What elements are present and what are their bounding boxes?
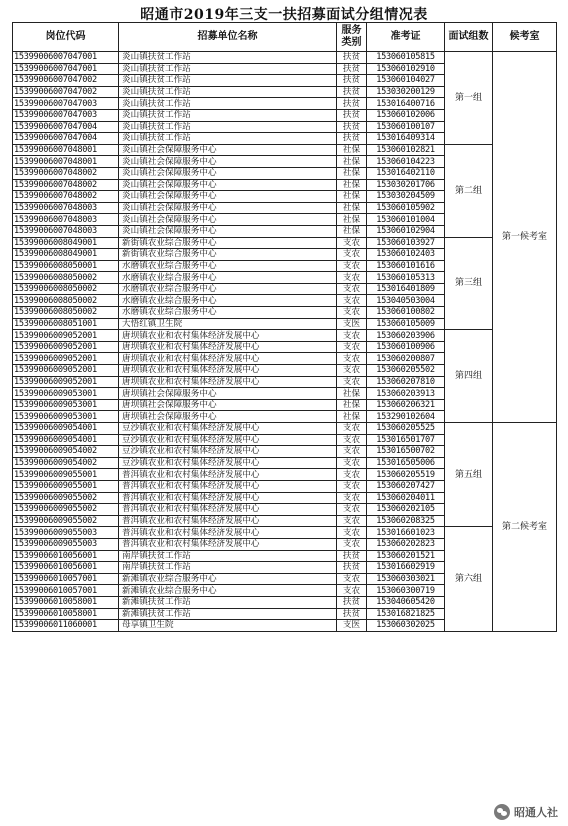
exam-number-cell: 153060205519 [367, 469, 445, 481]
table-row [13, 144, 557, 156]
exam-number-cell: 153060100906 [367, 341, 445, 353]
service-type-cell: 扶贫 [337, 596, 367, 608]
position-code-cell: 15399006007047003 [13, 109, 119, 121]
service-type-cell: 扶贫 [337, 63, 367, 75]
exam-number-cell: 153060101004 [367, 214, 445, 226]
service-type-cell: 支农 [337, 573, 367, 585]
unit-name-cell: 炎山镇扶贫工作站 [119, 109, 337, 121]
exam-number-cell: 153016409314 [367, 133, 445, 145]
unit-name-cell: 豆沙镇农业和农村集体经济发展中心 [119, 423, 337, 435]
service-type-cell: 支农 [337, 527, 367, 539]
exam-number-cell: 153060205525 [367, 423, 445, 435]
unit-name-cell: 唐坝镇农业和农村集体经济发展中心 [119, 341, 337, 353]
service-type-cell: 支农 [337, 585, 367, 597]
position-code-cell: 15399006007047004 [13, 121, 119, 133]
header-position-code: 岗位代码 [13, 23, 119, 52]
unit-name-cell: 唐坝镇农业和农村集体经济发展中心 [119, 353, 337, 365]
service-type-cell: 支农 [337, 260, 367, 272]
position-code-cell: 15399006009055002 [13, 515, 119, 527]
exam-number-cell: 153060105902 [367, 202, 445, 214]
exam-number-cell: 153030201706 [367, 179, 445, 191]
interview-group-cell: 第五组 [445, 423, 493, 527]
unit-name-cell: 大悟红镇卫生院 [119, 318, 337, 330]
service-type-cell: 社保 [337, 144, 367, 156]
exam-number-cell: 153060103927 [367, 237, 445, 249]
unit-name-cell: 普洱镇农业和农村集体经济发展中心 [119, 480, 337, 492]
position-code-cell: 15399006009052001 [13, 330, 119, 342]
header-interview-group: 面试组数 [445, 23, 493, 52]
unit-name-cell: 炎山镇社会保障服务中心 [119, 179, 337, 191]
service-type-cell: 支农 [337, 295, 367, 307]
unit-name-cell: 新街镇农业综合服务中心 [119, 249, 337, 261]
table-row [13, 52, 557, 64]
exam-number-cell: 153060201521 [367, 550, 445, 562]
exam-number-cell: 153016821825 [367, 608, 445, 620]
position-code-cell: 15399006007048003 [13, 202, 119, 214]
exam-number-cell: 153060205502 [367, 365, 445, 377]
service-type-cell: 支农 [337, 307, 367, 319]
watermark-text: 昭通人社 [514, 806, 558, 819]
exam-number-cell: 153016505006 [367, 457, 445, 469]
position-code-cell: 15399006008049001 [13, 237, 119, 249]
position-code-cell: 15399006009054002 [13, 446, 119, 458]
header-row [13, 23, 557, 52]
position-code-cell: 15399006009053001 [13, 411, 119, 423]
position-code-cell: 15399006007048002 [13, 179, 119, 191]
position-code-cell: 15399006008049001 [13, 249, 119, 261]
unit-name-cell: 唐坝镇社会保障服务中心 [119, 411, 337, 423]
exam-number-cell: 153290102604 [367, 411, 445, 423]
exam-number-cell: 153060105815 [367, 52, 445, 64]
exam-number-cell: 153060203906 [367, 330, 445, 342]
service-type-cell: 社保 [337, 411, 367, 423]
header-exam-number: 准考证 [367, 23, 445, 52]
service-type-cell: 社保 [337, 214, 367, 226]
unit-name-cell: 母享镇卫生院 [119, 620, 337, 632]
position-code-cell: 15399006007047001 [13, 63, 119, 75]
position-code-cell: 15399006007048003 [13, 214, 119, 226]
unit-name-cell: 水磨镇农业综合服务中心 [119, 260, 337, 272]
table-row [13, 330, 557, 342]
exam-number-cell: 153030200129 [367, 86, 445, 98]
interview-group-cell: 第一组 [445, 52, 493, 145]
unit-name-cell: 唐坝镇社会保障服务中心 [119, 399, 337, 411]
position-code-cell: 15399006009052001 [13, 353, 119, 365]
exam-number-cell: 153060202105 [367, 504, 445, 516]
service-type-cell: 支农 [337, 283, 367, 295]
position-code-cell: 15399006009055001 [13, 480, 119, 492]
service-type-cell: 支农 [337, 237, 367, 249]
unit-name-cell: 豆沙镇农业和农村集体经济发展中心 [119, 434, 337, 446]
exam-number-cell: 153040605420 [367, 596, 445, 608]
exam-number-cell: 153060207427 [367, 480, 445, 492]
exam-number-cell: 153016501707 [367, 434, 445, 446]
position-code-cell: 15399006007048001 [13, 156, 119, 168]
table-row [13, 237, 557, 249]
exam-number-cell: 153016602919 [367, 562, 445, 574]
service-type-cell: 支农 [337, 469, 367, 481]
unit-name-cell: 普洱镇农业和农村集体经济发展中心 [119, 515, 337, 527]
exam-number-cell: 153060104027 [367, 75, 445, 87]
service-type-cell: 支医 [337, 318, 367, 330]
table-row [13, 423, 557, 435]
service-type-cell: 社保 [337, 202, 367, 214]
service-type-cell: 支农 [337, 341, 367, 353]
position-code-cell: 15399006009055002 [13, 492, 119, 504]
interview-group-cell: 第六组 [445, 527, 493, 631]
position-code-cell: 15399006007048002 [13, 167, 119, 179]
unit-name-cell: 新滩镇扶贫工作站 [119, 596, 337, 608]
header-unit-name: 招募单位名称 [119, 23, 337, 52]
position-code-cell: 15399006010058001 [13, 608, 119, 620]
exam-number-cell: 153016401809 [367, 283, 445, 295]
service-type-cell: 扶贫 [337, 562, 367, 574]
position-code-cell: 15399006009052001 [13, 376, 119, 388]
service-type-cell: 扶贫 [337, 75, 367, 87]
header-service-type: 服务 类别 [337, 23, 367, 52]
position-code-cell: 15399006010058001 [13, 596, 119, 608]
exam-number-cell: 153060102910 [367, 63, 445, 75]
position-code-cell: 15399006007047002 [13, 75, 119, 87]
service-type-cell: 支农 [337, 480, 367, 492]
exam-number-cell: 153016400716 [367, 98, 445, 110]
wechat-icon [494, 804, 510, 820]
exam-number-cell: 153040503004 [367, 295, 445, 307]
service-type-cell: 社保 [337, 225, 367, 237]
service-type-cell: 扶贫 [337, 550, 367, 562]
service-type-cell: 社保 [337, 156, 367, 168]
service-type-cell: 支农 [337, 249, 367, 261]
exam-number-cell: 153060203913 [367, 388, 445, 400]
position-code-cell: 15399006007048002 [13, 191, 119, 203]
position-code-cell: 15399006008050002 [13, 295, 119, 307]
unit-name-cell: 水磨镇农业综合服务中心 [119, 272, 337, 284]
position-code-cell: 15399006011060001 [13, 620, 119, 632]
position-code-cell: 15399006009053001 [13, 399, 119, 411]
unit-name-cell: 炎山镇社会保障服务中心 [119, 214, 337, 226]
unit-name-cell: 炎山镇扶贫工作站 [119, 133, 337, 145]
service-type-cell: 支农 [337, 423, 367, 435]
exam-number-cell: 153060102904 [367, 225, 445, 237]
page-title: 昭通市2019年三支一扶招募面试分组情况表 [140, 7, 428, 23]
grouping-table [12, 22, 557, 632]
position-code-cell: 15399006008050002 [13, 283, 119, 295]
waiting-room-cell: 第二候考室 [493, 423, 557, 632]
unit-name-cell: 新滩镇农业综合服务中心 [119, 573, 337, 585]
unit-name-cell: 水磨镇农业综合服务中心 [119, 283, 337, 295]
unit-name-cell: 炎山镇社会保障服务中心 [119, 225, 337, 237]
service-type-cell: 扶贫 [337, 52, 367, 64]
interview-group-cell: 第三组 [445, 237, 493, 330]
unit-name-cell: 炎山镇社会保障服务中心 [119, 191, 337, 203]
position-code-cell: 15399006009055003 [13, 527, 119, 539]
unit-name-cell: 炎山镇社会保障服务中心 [119, 202, 337, 214]
service-type-cell: 支农 [337, 365, 367, 377]
interview-group-cell: 第四组 [445, 330, 493, 423]
unit-name-cell: 新街镇农业综合服务中心 [119, 237, 337, 249]
unit-name-cell: 南岸镇扶贫工作站 [119, 550, 337, 562]
service-type-cell: 社保 [337, 179, 367, 191]
service-type-cell: 扶贫 [337, 608, 367, 620]
unit-name-cell: 炎山镇社会保障服务中心 [119, 167, 337, 179]
position-code-cell: 15399006008051001 [13, 318, 119, 330]
position-code-cell: 15399006007048003 [13, 225, 119, 237]
unit-name-cell: 炎山镇扶贫工作站 [119, 52, 337, 64]
exam-number-cell: 153016402110 [367, 167, 445, 179]
unit-name-cell: 唐坝镇农业和农村集体经济发展中心 [119, 330, 337, 342]
exam-number-cell: 153060207810 [367, 376, 445, 388]
unit-name-cell: 普洱镇农业和农村集体经济发展中心 [119, 504, 337, 516]
unit-name-cell: 炎山镇扶贫工作站 [119, 121, 337, 133]
waiting-room-cell: 第一候考室 [493, 52, 557, 423]
unit-name-cell: 唐坝镇社会保障服务中心 [119, 388, 337, 400]
header-waiting-room: 候考室 [493, 23, 557, 52]
exam-number-cell: 153060100107 [367, 121, 445, 133]
exam-number-cell: 153060302025 [367, 620, 445, 632]
unit-name-cell: 水磨镇农业综合服务中心 [119, 295, 337, 307]
service-type-cell: 社保 [337, 191, 367, 203]
unit-name-cell: 炎山镇扶贫工作站 [119, 98, 337, 110]
table-body [13, 52, 557, 632]
unit-name-cell: 水磨镇农业综合服务中心 [119, 307, 337, 319]
service-type-cell: 支农 [337, 376, 367, 388]
position-code-cell: 15399006009054001 [13, 423, 119, 435]
exam-number-cell: 153060204011 [367, 492, 445, 504]
position-code-cell: 15399006007047004 [13, 133, 119, 145]
position-code-cell: 15399006007047003 [13, 98, 119, 110]
service-type-cell: 扶贫 [337, 133, 367, 145]
exam-number-cell: 153060200807 [367, 353, 445, 365]
position-code-cell: 15399006008050002 [13, 307, 119, 319]
exam-number-cell: 153060102821 [367, 144, 445, 156]
position-code-cell: 15399006007047002 [13, 86, 119, 98]
exam-number-cell: 153030204509 [367, 191, 445, 203]
position-code-cell: 15399006009052001 [13, 365, 119, 377]
service-type-cell: 社保 [337, 167, 367, 179]
unit-name-cell: 唐坝镇农业和农村集体经济发展中心 [119, 376, 337, 388]
position-code-cell: 15399006008050001 [13, 260, 119, 272]
exam-number-cell: 153060202823 [367, 538, 445, 550]
position-code-cell: 15399006009054001 [13, 434, 119, 446]
position-code-cell: 15399006010056001 [13, 550, 119, 562]
position-code-cell: 15399006010057001 [13, 585, 119, 597]
exam-number-cell: 153016601023 [367, 527, 445, 539]
position-code-cell: 15399006009055003 [13, 538, 119, 550]
service-type-cell: 支医 [337, 620, 367, 632]
interview-group-cell: 第二组 [445, 144, 493, 237]
unit-name-cell: 唐坝镇农业和农村集体经济发展中心 [119, 365, 337, 377]
exam-number-cell: 153060100802 [367, 307, 445, 319]
unit-name-cell: 炎山镇扶贫工作站 [119, 75, 337, 87]
unit-name-cell: 新滩镇农业综合服务中心 [119, 585, 337, 597]
exam-number-cell: 153060208325 [367, 515, 445, 527]
unit-name-cell: 普洱镇农业和农村集体经济发展中心 [119, 527, 337, 539]
position-code-cell: 15399006010056001 [13, 562, 119, 574]
service-type-cell: 支农 [337, 492, 367, 504]
unit-name-cell: 普洱镇农业和农村集体经济发展中心 [119, 538, 337, 550]
service-type-cell: 支农 [337, 272, 367, 284]
service-type-cell: 支农 [337, 515, 367, 527]
position-code-cell: 15399006009053001 [13, 388, 119, 400]
unit-name-cell: 新滩镇扶贫工作站 [119, 608, 337, 620]
service-type-cell: 支农 [337, 434, 367, 446]
exam-number-cell: 153016500702 [367, 446, 445, 458]
position-code-cell: 15399006009055002 [13, 504, 119, 516]
exam-number-cell: 153060102006 [367, 109, 445, 121]
unit-name-cell: 炎山镇扶贫工作站 [119, 86, 337, 98]
position-code-cell: 15399006007048001 [13, 144, 119, 156]
table-row [13, 527, 557, 539]
unit-name-cell: 普洱镇农业和农村集体经济发展中心 [119, 469, 337, 481]
exam-number-cell: 153060206321 [367, 399, 445, 411]
position-code-cell: 15399006008050002 [13, 272, 119, 284]
service-type-cell: 支农 [337, 457, 367, 469]
service-type-cell: 扶贫 [337, 109, 367, 121]
position-code-cell: 15399006007047001 [13, 52, 119, 64]
service-type-cell: 支农 [337, 353, 367, 365]
unit-name-cell: 普洱镇农业和农村集体经济发展中心 [119, 492, 337, 504]
unit-name-cell: 豆沙镇农业和农村集体经济发展中心 [119, 457, 337, 469]
exam-number-cell: 153060105009 [367, 318, 445, 330]
position-code-cell: 15399006009052001 [13, 341, 119, 353]
service-type-cell: 支农 [337, 504, 367, 516]
exam-number-cell: 153060105313 [367, 272, 445, 284]
service-type-cell: 扶贫 [337, 98, 367, 110]
service-type-cell: 支农 [337, 330, 367, 342]
unit-name-cell: 南岸镇扶贫工作站 [119, 562, 337, 574]
exam-number-cell: 153060101616 [367, 260, 445, 272]
unit-name-cell: 炎山镇社会保障服务中心 [119, 156, 337, 168]
position-code-cell: 15399006010057001 [13, 573, 119, 585]
position-code-cell: 15399006009055001 [13, 469, 119, 481]
service-type-cell: 支农 [337, 446, 367, 458]
unit-name-cell: 豆沙镇农业和农村集体经济发展中心 [119, 446, 337, 458]
service-type-cell: 扶贫 [337, 86, 367, 98]
service-type-cell: 支农 [337, 538, 367, 550]
exam-number-cell: 153060303021 [367, 573, 445, 585]
exam-number-cell: 153060300719 [367, 585, 445, 597]
exam-number-cell: 153060104223 [367, 156, 445, 168]
unit-name-cell: 炎山镇社会保障服务中心 [119, 144, 337, 156]
service-type-cell: 社保 [337, 388, 367, 400]
position-code-cell: 15399006009054002 [13, 457, 119, 469]
watermark [490, 802, 562, 822]
exam-number-cell: 153060102403 [367, 249, 445, 261]
service-type-cell: 社保 [337, 399, 367, 411]
service-type-cell: 扶贫 [337, 121, 367, 133]
unit-name-cell: 炎山镇扶贫工作站 [119, 63, 337, 75]
